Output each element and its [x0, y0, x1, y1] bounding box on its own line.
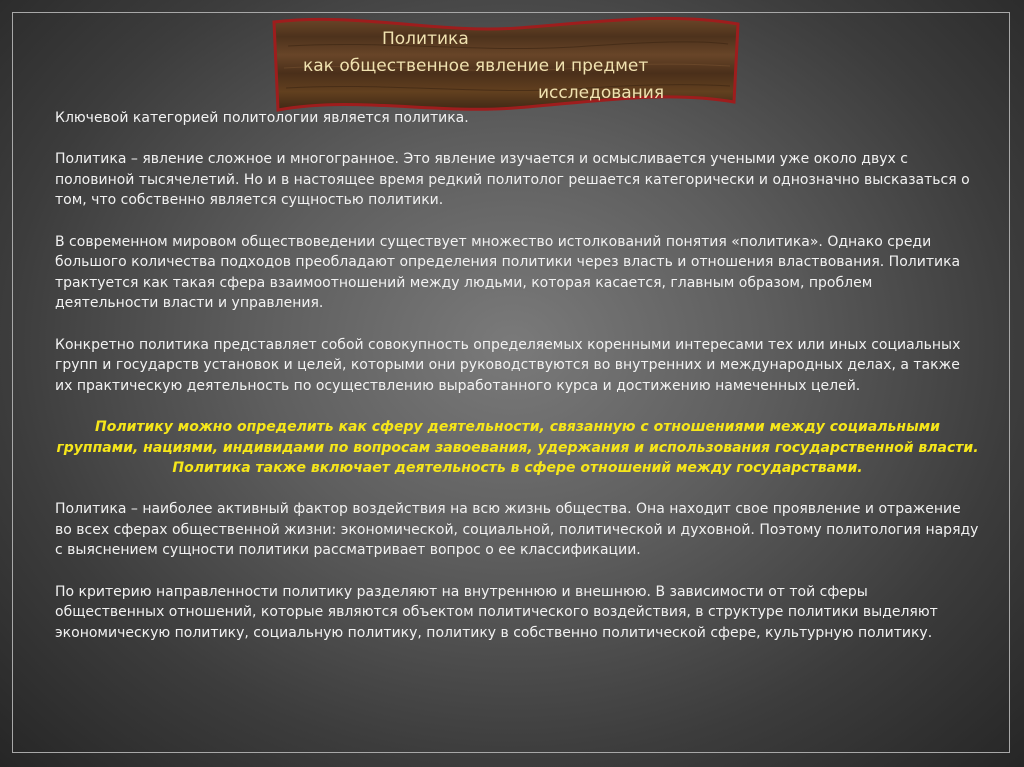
banner-title-line-1: Политика [382, 29, 469, 49]
paragraph-classification: По критерию направленности политику разделяют на внутреннюю и внешнюю. В зависимости от той сферы общественных отношений, которые являются объектом политического воздействия, в структуре политики выделяют экономическую политику, социальную политику, политику в собственно политической сфере, культурную политику. [55, 583, 938, 641]
paragraph-highlighted-definition: Политику можно определить как сферу деятельности, связанную с отношениями между социальными группами, нациями, индивидами по вопросам завоевания, удержания и использования государственной власти. Политика также включает деятельность в сфере отношений между государствами. [56, 418, 979, 477]
banner-title-line-3: исследования [538, 83, 665, 103]
paragraph-complexity: Политика – явление сложное и многогранное. Это явление изучается и осмысливается учеными уже около двух с половиной тысячелетий. Но и в настоящее время редкий политолог решается категорически и однозначно высказаться о том, что собственно является сущностью политики. [55, 151, 970, 209]
paragraph-intro: Ключевой категорией политологии является политика. [55, 110, 469, 126]
paragraph-active-factor: Политика – наиболее активный фактор воздействия на всю жизнь общества. Она находит свое проявление и отражение во всех сферах общественной жизни: экономической, социальной, политической и духовной. Поэтому политология наряду с выяснением сущности политики рассматривает вопрос о ее классификации. [55, 501, 979, 559]
banner-title-line-2: как общественное явление и предмет [303, 56, 649, 76]
paragraph-definition: Конкретно политика представляет собой совокупность определяемых коренными интересами тех или иных социальных групп и государств установок и целей, которыми они руководствуются во внутренних и международных делах, а также их практическую деятельность по осуществлению выработанного курса и достижению намеченных целей. [55, 336, 961, 394]
paragraph-interpretations: В современном мировом обществоведении существует множество истолкований понятия «политика». Однако среди большого количества подходов преобладают определения политики через власть и отношения властвования. Политика трактуется как такая сфера взаимоотношений между людьми, которая касается, главным образом, проблем деятельности власти и управления. [55, 233, 961, 312]
title-banner [268, 16, 744, 116]
slide-body [55, 108, 980, 664]
